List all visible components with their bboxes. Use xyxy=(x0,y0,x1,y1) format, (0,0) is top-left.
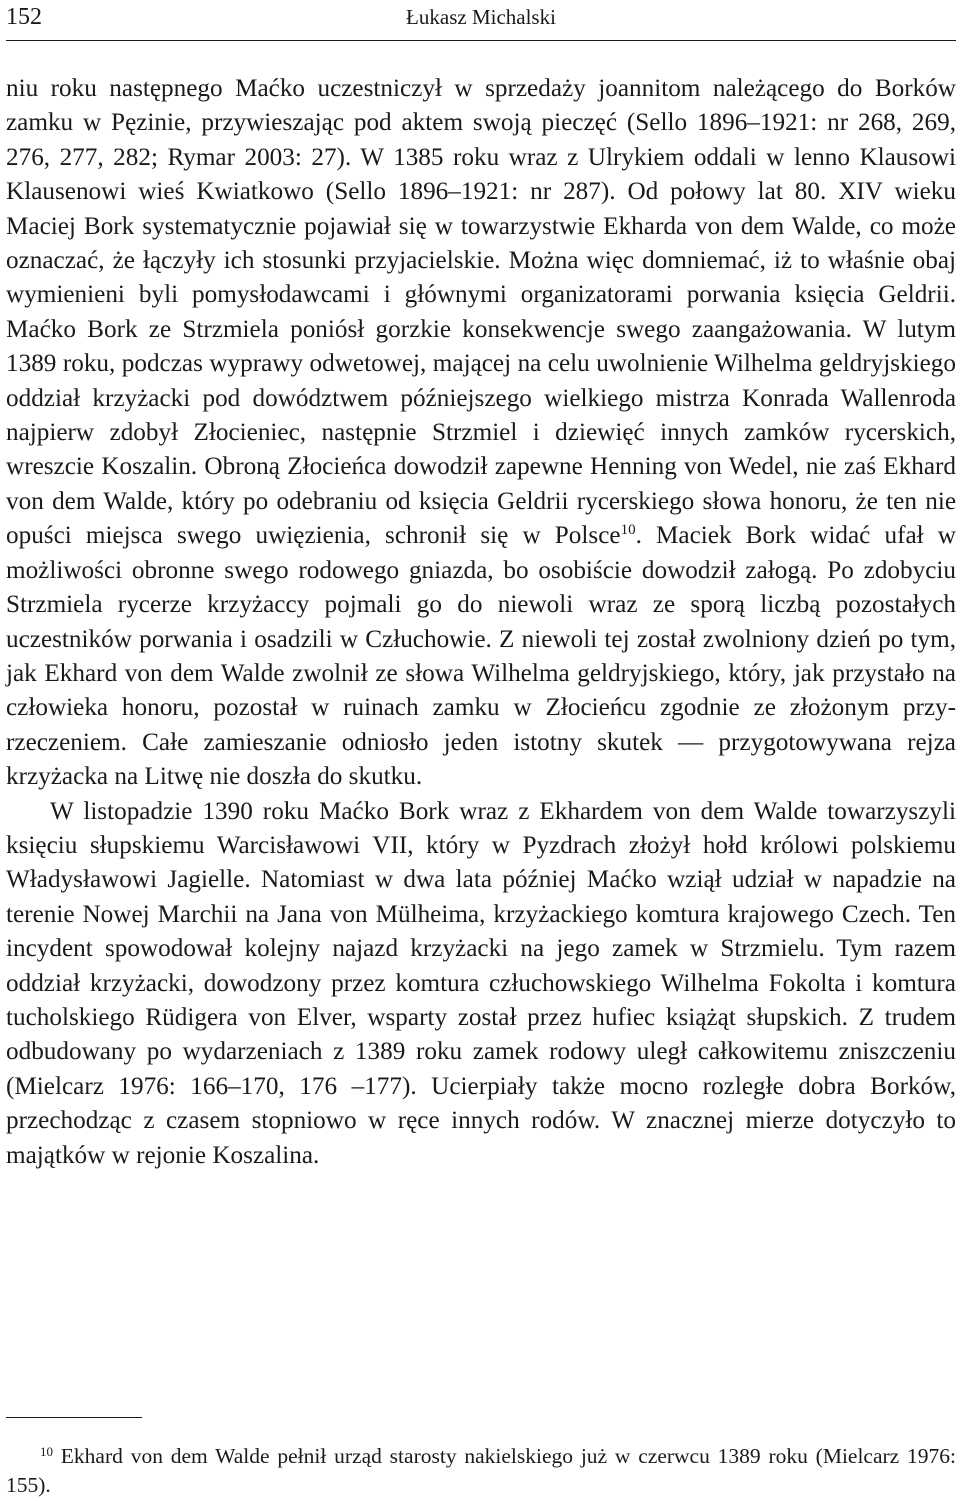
paragraph xyxy=(6,72,956,795)
footnote-text: Ekhard von dem Walde pełnił urząd starosty nakielskiego już w czerwcu 1389 roku (Mielcarz 1976: 155). xyxy=(6,1444,956,1497)
paragraph-text: . Maciek Bork widać ufał w możliwości obronne swego rodowego gniazda, bo osobiście dowodził załogą. Po zdobyciu Strzmiela rycerze krzyżaccy pojmali go do niewoli wraz ze sporą liczbą pozostałych uczestników porwania i osadzili w Człuchowie. Z niewoli tej został zwolniony dzień po tym, jak Ekhard von dem Walde zwolnił ze słowa Wilhelma geldryjskiego, który, jak przystało na człowieka honoru, pozostał w ruinach zamku w Złocieńcu zgodnie ze złożonym przyrzeczeniem. Całe zamieszanie odniosło jeden istotny skutek — przygotowywana rejza krzyżacka na Litwę nie doszła do skutku. xyxy=(6,522,956,791)
footnote-separator xyxy=(6,1417,142,1418)
footnotes xyxy=(6,1442,956,1500)
paragraph: W listopadzie 1390 roku Maćko Bork wraz z Ekhardem von dem Walde towarzyszyli księciu słupskiemu Warcisławowi VII, który w Pyzdrach złożył hołd królowi polskiemu Władysławowi Jagielle. Natomiast w dwa lata później Maćko wziął udział w napadzie na terenie Nowej Marchii na Jana von Mülheima, krzyżackiego komtura krajowego Czech. Ten incydent spowodował kolejny najazd krzyżacki na jego zamek w Strzmielu. Tym razem oddział krzyżacki, dowodzony przez komtura człuchowskiego Wilhelma Fokolta i komtura tucholskiego Rüdigera von Elver, wsparty został przez hufiec książąt słupskich. Z trudem odbudowany po wydarzeniach z 1389 roku zamek rodowy uległ całkowitemu zniszczeniu (Mielcarz 1976: 166–170, 176 –177). Ucierpiały także mocno rozległe dobra Borków, przechodząc z czasem stopniowo w ręce innych rodów. W znacznej mierze dotyczyło to majątków w rejonie Koszalina. xyxy=(6,797,956,1169)
page-number: 152 xyxy=(6,4,42,30)
running-head xyxy=(6,0,956,41)
book-page xyxy=(6,0,956,1501)
running-head-author: Łukasz Michalski xyxy=(406,5,556,29)
main-text xyxy=(6,72,956,1173)
paragraph-text: niu roku następnego Maćko uczestniczył w sprzedaży joannitom należącego do Borków zamku w Pęzinie, przywieszając pod aktem swoją pieczęć (Sello 1896–1921: nr 268, 269, 276, 277, 282; Rymar 2003: 27). W 1385 roku wraz z Ulrykiem oddali w lenno Klausowi Klausenowi wieś Kwiatkowo (Sello 1896–1921: nr 287). Od połowy lat 80. XIV wieku Maciej Bork systematycznie pojawiał się w towarzystwie Ekharda von dem Walde, co może oznaczać, że łączyły ich stosunki przyjacielskie. Można więc domniemać, iż to właśnie obaj wymienieni byli pomysłodawcami i głównymi organizatorami porwania księcia Geldrii. Maćko Bork ze Strzmiela poniósł gorzkie konsekwencje swego zaangażowania. W lutym 1389 roku, podczas wyprawy odwetowej, mającej na celu uwolnienie Wilhelma geldryjskiego oddział krzyżacki pod dowództwem późniejszego wielkiego mistrza Konrada Wallenroda najpierw zdobył Złocieniec, następnie Strzmiel i dziewięć innych zamków rycerskich, wreszcie Koszalin. Obroną Złocieńca dowodził zapewne Henning von Wedel, nie zaś Ekhard von dem Walde, który po odebraniu od księcia Geldrii rycerskiego słowa honoru, że ten nie opuści miejsca swego uwięzienia, schronił się w Polsce xyxy=(6,75,956,550)
footnote xyxy=(6,1442,956,1500)
footnote-reference[interactable]: 10 xyxy=(620,522,636,539)
footnote-number: 10 xyxy=(40,1444,53,1459)
